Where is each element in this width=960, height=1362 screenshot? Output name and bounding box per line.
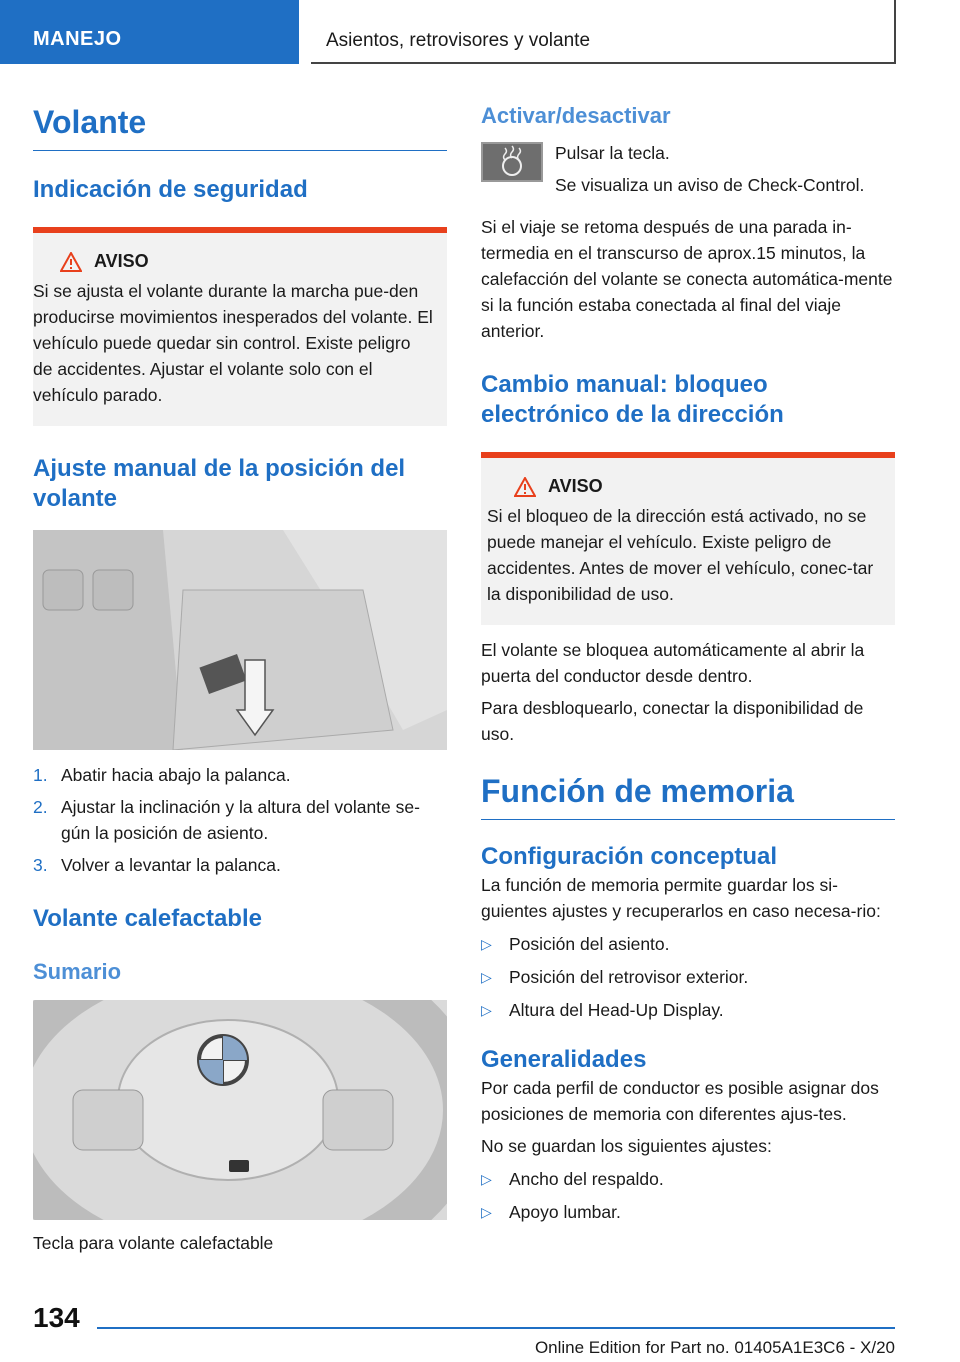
- warning-icon: [514, 477, 536, 497]
- toggle-result: Se visualiza un aviso de Check-Control.: [555, 175, 865, 195]
- section-tab: [0, 0, 299, 64]
- toggle-step: Pulsar la tecla.: [555, 143, 670, 163]
- list-item: ▷ Posición del retrovisor exterior.: [481, 964, 895, 990]
- resume-text: Si el viaje se retoma después de una parada in-termedia en el transcurso de aprox.15 minutos, la calefacción del volante se conecta automática-mente si la función estaba conectada al final del viaje anterior.: [481, 217, 893, 341]
- heated-wheel-heading: Volante calefactable: [33, 905, 262, 932]
- list-item: ▷ Altura del Head-Up Display.: [481, 997, 895, 1023]
- summary-heading: Sumario: [33, 959, 122, 984]
- memory-title: Función de memoria: [481, 769, 895, 820]
- warning-icon: [60, 252, 82, 272]
- list-item: 3. Volver a levantar la palanca.: [33, 855, 281, 875]
- unlock-text: Para desbloquearlo, conectar la disponibilidad de uso.: [481, 698, 864, 744]
- general-heading: Generalidades: [481, 1046, 647, 1073]
- figure-caption: Tecla para volante calefactable: [33, 1233, 274, 1253]
- section-label: MANEJO: [33, 28, 122, 50]
- not-saved-list: [481, 1166, 895, 1225]
- bullet-icon: ▷: [481, 969, 492, 985]
- toggle-instruction: [481, 140, 895, 198]
- toggle-heading: Activar/desactivar: [481, 103, 671, 128]
- warning-box: [33, 227, 447, 426]
- concept-list: [481, 931, 895, 1023]
- warning-header: [487, 476, 881, 497]
- bullet-icon: ▷: [481, 1002, 492, 1018]
- warning-header: [33, 251, 433, 272]
- heated-wheel-key-icon: [481, 142, 543, 182]
- warning-text: Si el bloqueo de la dirección está activado, no se puede manejar el vehículo. Existe peligro de accidentes. Antes de mover el vehículo, conec-tar la disponibilidad de uso.: [487, 506, 874, 604]
- page-title: Volante: [33, 100, 447, 151]
- left-column: [33, 100, 447, 1256]
- bullet-icon: ▷: [481, 1204, 492, 1220]
- warning-box: [481, 452, 895, 625]
- page-number: 134: [33, 1302, 80, 1333]
- warning-label: AVISO: [548, 476, 603, 496]
- bullet-icon: ▷: [481, 936, 492, 952]
- list-item: 1. Abatir hacia abajo la palanca.: [33, 765, 291, 785]
- footer-divider: [97, 1327, 895, 1329]
- safety-heading: Indicación de seguridad: [33, 176, 308, 203]
- steering-lever-illustration: [33, 530, 447, 750]
- general-text: Por cada perfil de conductor es posible asignar dos posiciones de memoria con diferentes ajus-tes.: [481, 1078, 879, 1124]
- list-item: 2. Ajustar la inclinación y la altura del volante se-gún la posición de asiento.: [33, 797, 420, 843]
- lock-text: El volante se bloquea automáticamente al abrir la puerta del conductor desde dentro.: [481, 640, 865, 686]
- concept-heading: Configuración conceptual: [481, 843, 778, 870]
- warning-label: AVISO: [94, 251, 149, 271]
- chapter-label: Asientos, retrovisores y volante: [326, 30, 591, 51]
- lock-heading: Cambio manual: bloqueo electrónico de la dirección: [481, 371, 784, 428]
- adjust-steps-list: [33, 762, 447, 878]
- concept-text: La función de memoria permite guardar los si-guientes ajustes y recuperarlos en caso necesa-rio:: [481, 875, 881, 921]
- list-item: ▷ Posición del asiento.: [481, 931, 895, 957]
- warning-text: Si se ajusta el volante durante la marcha pue-den producirse movimientos inesperados del volante. El vehículo puede quedar sin control. Existe peligro de accidentes. Ajustar el volante solo con el vehículo parado.: [33, 281, 433, 405]
- steering-wheel-illustration: [33, 1000, 447, 1220]
- list-item: ▷ Ancho del respaldo.: [481, 1166, 895, 1192]
- list-item: ▷ Apoyo lumbar.: [481, 1199, 895, 1225]
- bullet-icon: ▷: [481, 1171, 492, 1187]
- chapter-header: [311, 0, 896, 64]
- right-column: [481, 100, 895, 1225]
- manual-adjust-heading: Ajuste manual de la posición del volante: [33, 455, 406, 512]
- not-saved-text: No se guardan los siguientes ajustes:: [481, 1136, 772, 1156]
- edition-text: Online Edition for Part no. 01405A1E3C6 - X/20: [534, 1338, 895, 1357]
